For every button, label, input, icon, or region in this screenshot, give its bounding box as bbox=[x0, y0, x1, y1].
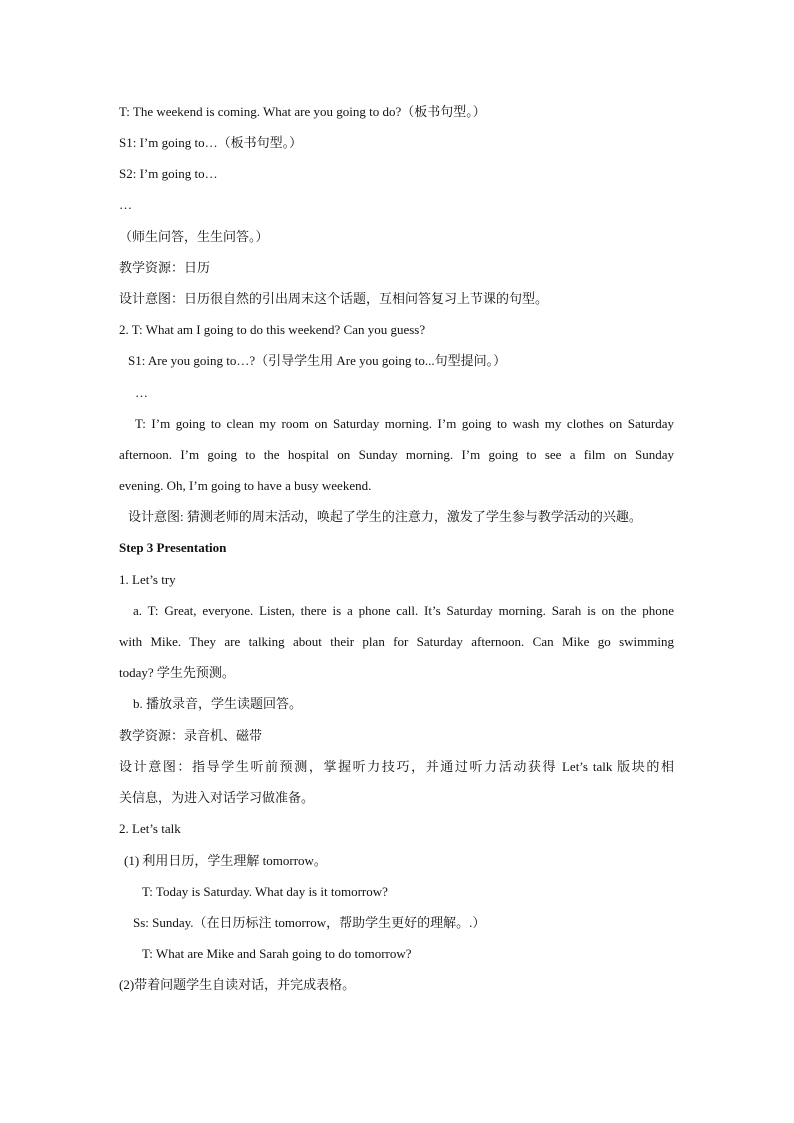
paragraph-line: 关信息，为进入对话学习做准备。 bbox=[119, 790, 315, 805]
numbered-item-2: 2. Let’s talk bbox=[119, 821, 181, 836]
ellipsis-line: … bbox=[135, 385, 148, 400]
paragraph-line: afternoon. I’m going to the hospital on Sunday morning. I’m going to see a film on Sunday bbox=[119, 447, 674, 462]
teaching-resource-line: 教学资源：录音机、磁带 bbox=[119, 728, 263, 743]
design-intent-line: 设计意图：日历很自然的引出周末这个话题，互相问答复习上节课的句型。 bbox=[119, 291, 549, 306]
dialogue-line-s2: S2: I’m going to… bbox=[119, 166, 218, 181]
design-intent-line: 设计意图：指导学生听前预测，掌握听力技巧，并通过听力活动获得 Let’s talk 版块的相 bbox=[119, 759, 674, 774]
design-intent-line: 设计意图: 猜测老师的周末活动，唤起了学生的注意力，激发了学生参与教学活动的兴趣。 bbox=[128, 509, 642, 524]
dialogue-line-students: Ss: Sunday.（在日历标注 tomorrow，帮助学生更好的理解。.） bbox=[133, 915, 486, 930]
dialogue-line-s1: S1: I’m going to…（板书句型。） bbox=[119, 135, 303, 150]
numbered-item-1: 1. Let’s try bbox=[119, 572, 176, 587]
numbered-item-2: 2. T: What am I going to do this weekend? Can you guess? bbox=[119, 322, 426, 337]
ellipsis-line: … bbox=[119, 197, 132, 212]
paragraph-line: a. T: Great, everyone. Listen, there is a phone call. It’s Saturday morning. Sarah is on the phone bbox=[133, 603, 674, 618]
note-line: （师生问答，生生问答。） bbox=[119, 229, 269, 244]
sub-item-2: (2)带着问题学生自读对话，并完成表格。 bbox=[119, 977, 356, 992]
paragraph-line: today? 学生先预测。 bbox=[119, 665, 235, 680]
dialogue-line-s1-question: S1: Are you going to…?（引导学生用 Are you going to...句型提问。） bbox=[128, 353, 507, 368]
paragraph-line: with Mike. They are talking about their plan for Saturday afternoon. Can Mike go swimming bbox=[119, 634, 674, 649]
dialogue-line-teacher-weekend: T: The weekend is coming. What are you going to do?（板书句型。） bbox=[119, 104, 486, 119]
dialogue-line-teacher: T: Today is Saturday. What day is it tomorrow? bbox=[142, 884, 388, 899]
paragraph-line: T: I’m going to clean my room on Saturday morning. I’m going to wash my clothes on Saturday bbox=[135, 416, 674, 431]
section-heading: Step 3 Presentation bbox=[119, 540, 227, 555]
list-item-b: b. 播放录音，学生读题回答。 bbox=[133, 696, 303, 711]
paragraph-line: evening. Oh, I’m going to have a busy weekend. bbox=[119, 478, 372, 493]
teaching-resource-line: 教学资源：日历 bbox=[119, 260, 211, 275]
dialogue-line-teacher: T: What are Mike and Sarah going to do tomorrow? bbox=[142, 946, 412, 961]
sub-item-1: (1) 利用日历，学生理解 tomorrow。 bbox=[124, 853, 327, 868]
